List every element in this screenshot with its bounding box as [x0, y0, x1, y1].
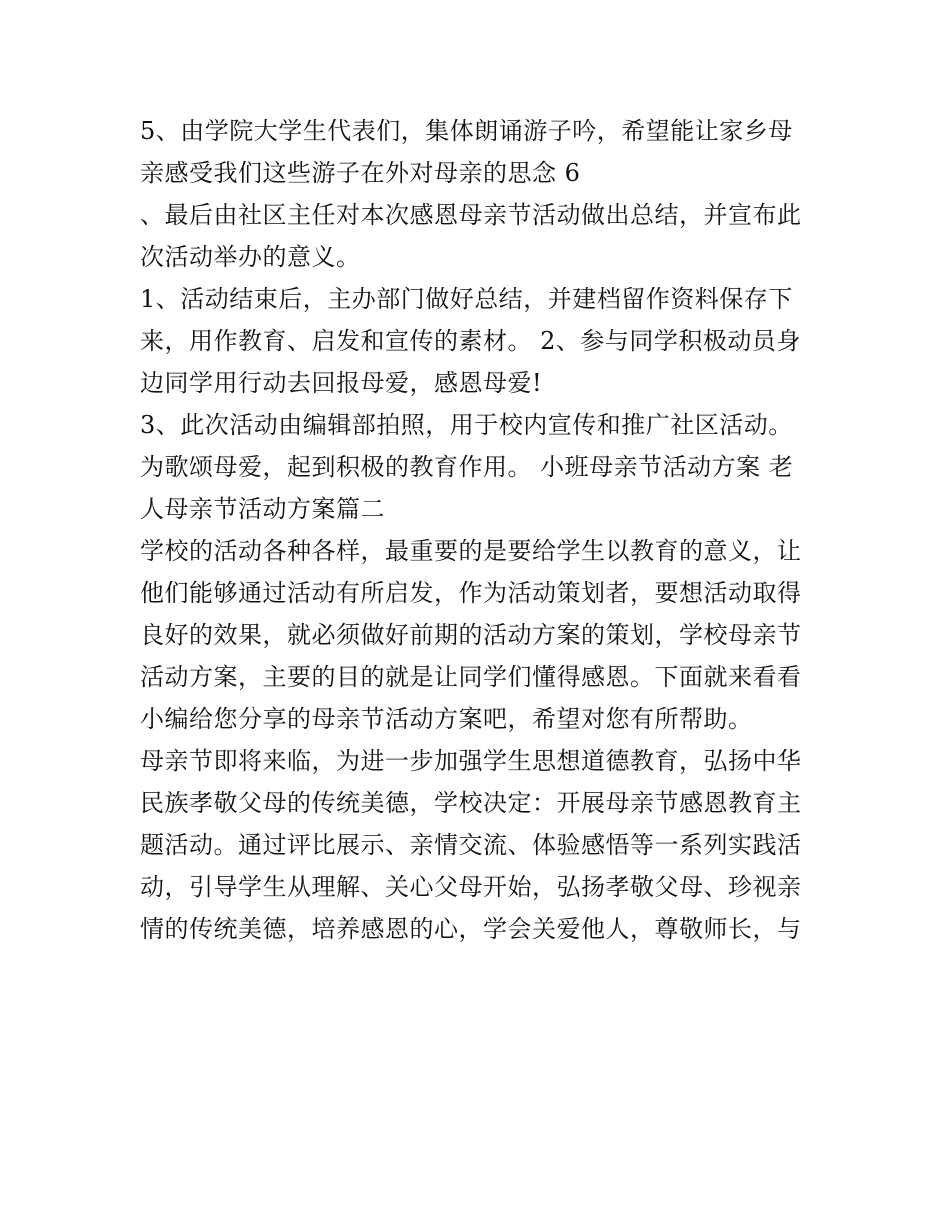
text-line: 为歌颂母爱，起到积极的教育作用。 小班母亲节活动方案 老	[140, 453, 794, 481]
text-line: 来，用作教育、启发和宣传的素材。 2、参与同学积极动员身	[140, 327, 801, 355]
text-line: 情的传统美德，培养感恩的心，学会关爱他人，尊敬师长，与	[140, 915, 802, 943]
text-line: 活动方案，主要的目的就是让同学们懂得感恩。下面就来看看	[140, 663, 802, 691]
text-line: 人母亲节活动方案篇二	[140, 495, 385, 523]
text-line: 小编给您分享的母亲节活动方案吧，希望对您有所帮助。	[140, 705, 753, 733]
text-line: 3、此次活动由编辑部拍照，用于校内宣传和推广社区活动。	[140, 411, 793, 439]
text-line: 动，引导学生从理解、关心父母开始，弘扬孝敬父母、珍视亲	[140, 873, 802, 901]
text-line: 良好的效果，就必须做好前期的活动方案的策划，学校母亲节	[140, 621, 802, 649]
text-line: 学校的活动各种各样，最重要的是要给学生以教育的意义，让	[140, 537, 802, 565]
text-line: 、最后由社区主任对本次感恩母亲节活动做出总结，并宣布此	[140, 201, 802, 229]
text-line: 民族孝敬父母的传统美德，学校决定：开展母亲节感恩教育主	[140, 789, 802, 817]
text-line: 他们能够通过活动有所启发，作为活动策划者，要想活动取得	[140, 579, 802, 607]
text-line: 题活动。通过评比展示、亲情交流、体验感悟等一系列实践活	[140, 831, 802, 859]
text-line: 1、活动结束后，主办部门做好总结，并建档留作资料保存下	[140, 285, 793, 313]
text-line: 边同学用行动去回报母爱，感恩母爱!	[140, 369, 543, 397]
text-line: 5、由学院大学生代表们，集体朗诵游子吟，希望能让家乡母	[140, 117, 793, 145]
document-body	[140, 110, 820, 950]
text-line: 母亲节即将来临，为进一步加强学生思想道德教育，弘扬中华	[140, 747, 802, 775]
text-line: 次活动举办的意义。	[140, 243, 361, 271]
text-line: 亲感受我们这些游子在外对母亲的思念 6	[140, 159, 581, 187]
